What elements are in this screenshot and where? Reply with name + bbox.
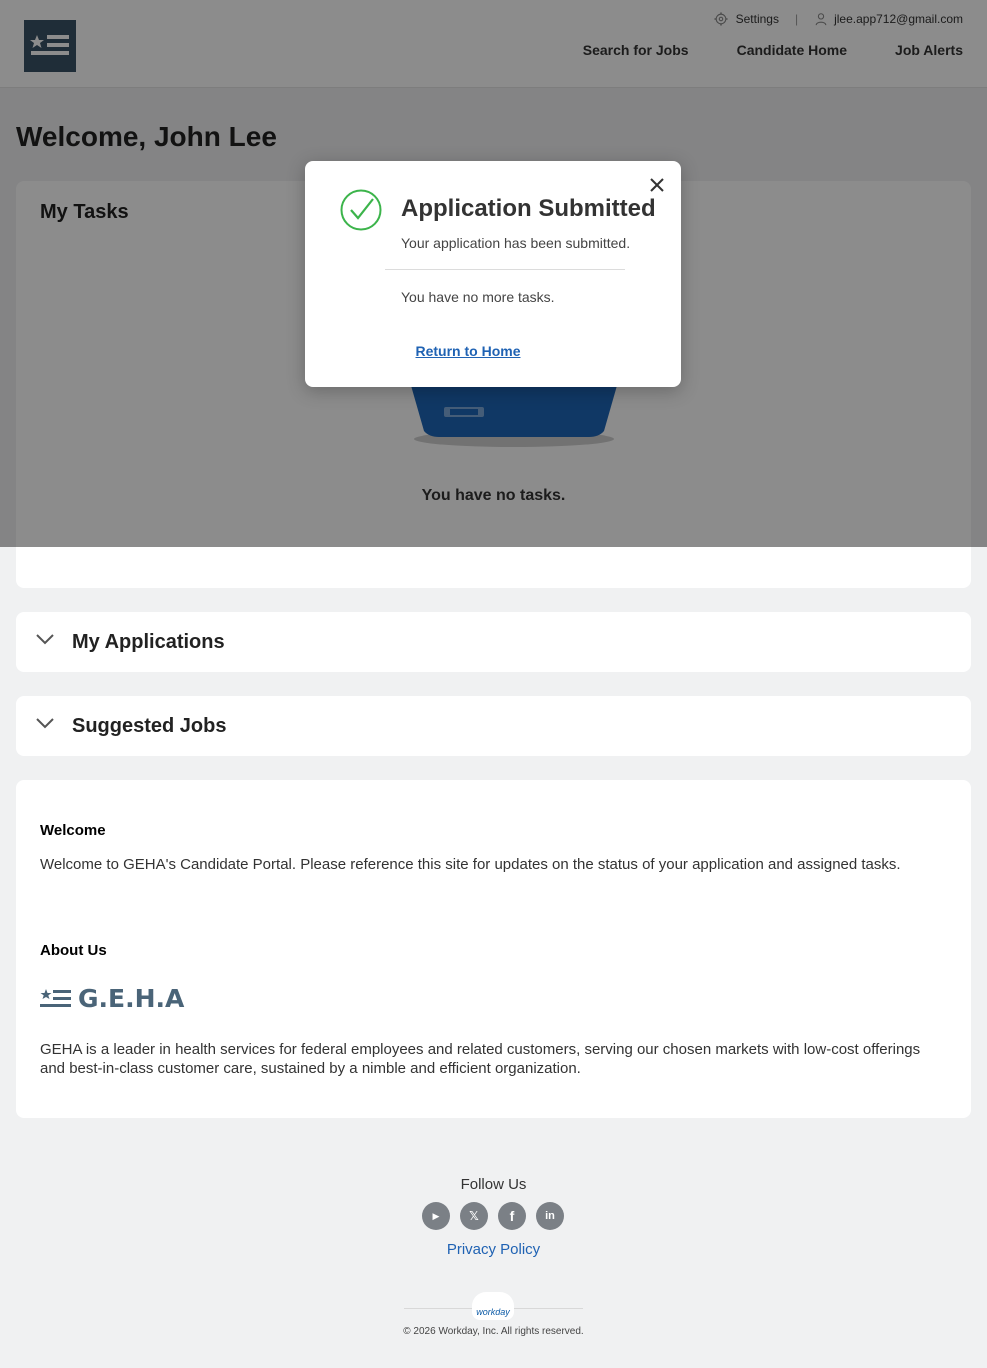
dialog-tasks-text: You have no more tasks. [401,289,555,305]
workday-logo: workday [472,1292,514,1320]
nav-candidate-home[interactable]: Candidate Home [736,42,848,58]
copyright-text: © 2026 Workday, Inc. All rights reserved. [403,1326,584,1337]
about-text: GEHA is a leader in health services for federal employees and related customers, serving our chosen markets with low-cost offerings and best-in-class customer care, sustained by a nimble and efficient organization. [40,1041,921,1077]
user-email: jlee.app712@gmail.com [834,12,963,26]
chevron-down-icon [36,716,54,730]
facebook-icon[interactable]: f [498,1202,526,1230]
follow-us-label: Follow Us [460,1176,527,1193]
youtube-icon[interactable]: ▶ [422,1202,450,1230]
linkedin-icon[interactable]: in [536,1202,564,1230]
suggested-jobs-title: Suggested Jobs [72,715,227,737]
page-title: Welcome, John Lee [16,121,277,152]
x-icon[interactable]: 𝕏 [460,1202,488,1230]
return-to-home-link[interactable]: Return to Home [415,343,521,359]
welcome-text: Welcome to GEHA's Candidate Portal. Please reference this site for updates on the status of your application and assigned tasks. [40,856,901,873]
dialog-divider [385,269,625,270]
settings-label: Settings [735,12,779,26]
nav-job-alerts[interactable]: Job Alerts [895,42,963,58]
footer-divider [514,1308,583,1309]
nav-search-for-jobs[interactable]: Search for Jobs [582,42,689,58]
social-links [422,1202,564,1230]
about-heading: About Us [40,942,107,959]
welcome-heading: Welcome [40,822,106,839]
flag-logo-icon [40,988,72,1010]
geha-wordmark-logo [40,984,184,1013]
application-submitted-dialog [305,161,681,387]
dialog-title: Application Submitted [401,195,656,222]
my-tasks-title: My Tasks [40,201,129,223]
footer-divider [404,1308,472,1309]
no-tasks-text: You have no tasks. [421,487,566,504]
chevron-down-icon [36,632,54,646]
utility-separator: | [794,12,799,26]
info-card [16,780,971,1118]
my-applications-title: My Applications [72,631,225,653]
my-applications-accordion[interactable] [16,612,971,672]
privacy-policy-link[interactable]: Privacy Policy [446,1241,541,1258]
check-circle-icon [339,188,383,232]
suggested-jobs-accordion[interactable] [16,696,971,756]
geha-logo-text: G.E.H.A [78,984,185,1013]
dialog-subtitle: Your application has been submitted. [401,235,631,251]
close-icon[interactable] [649,177,665,193]
